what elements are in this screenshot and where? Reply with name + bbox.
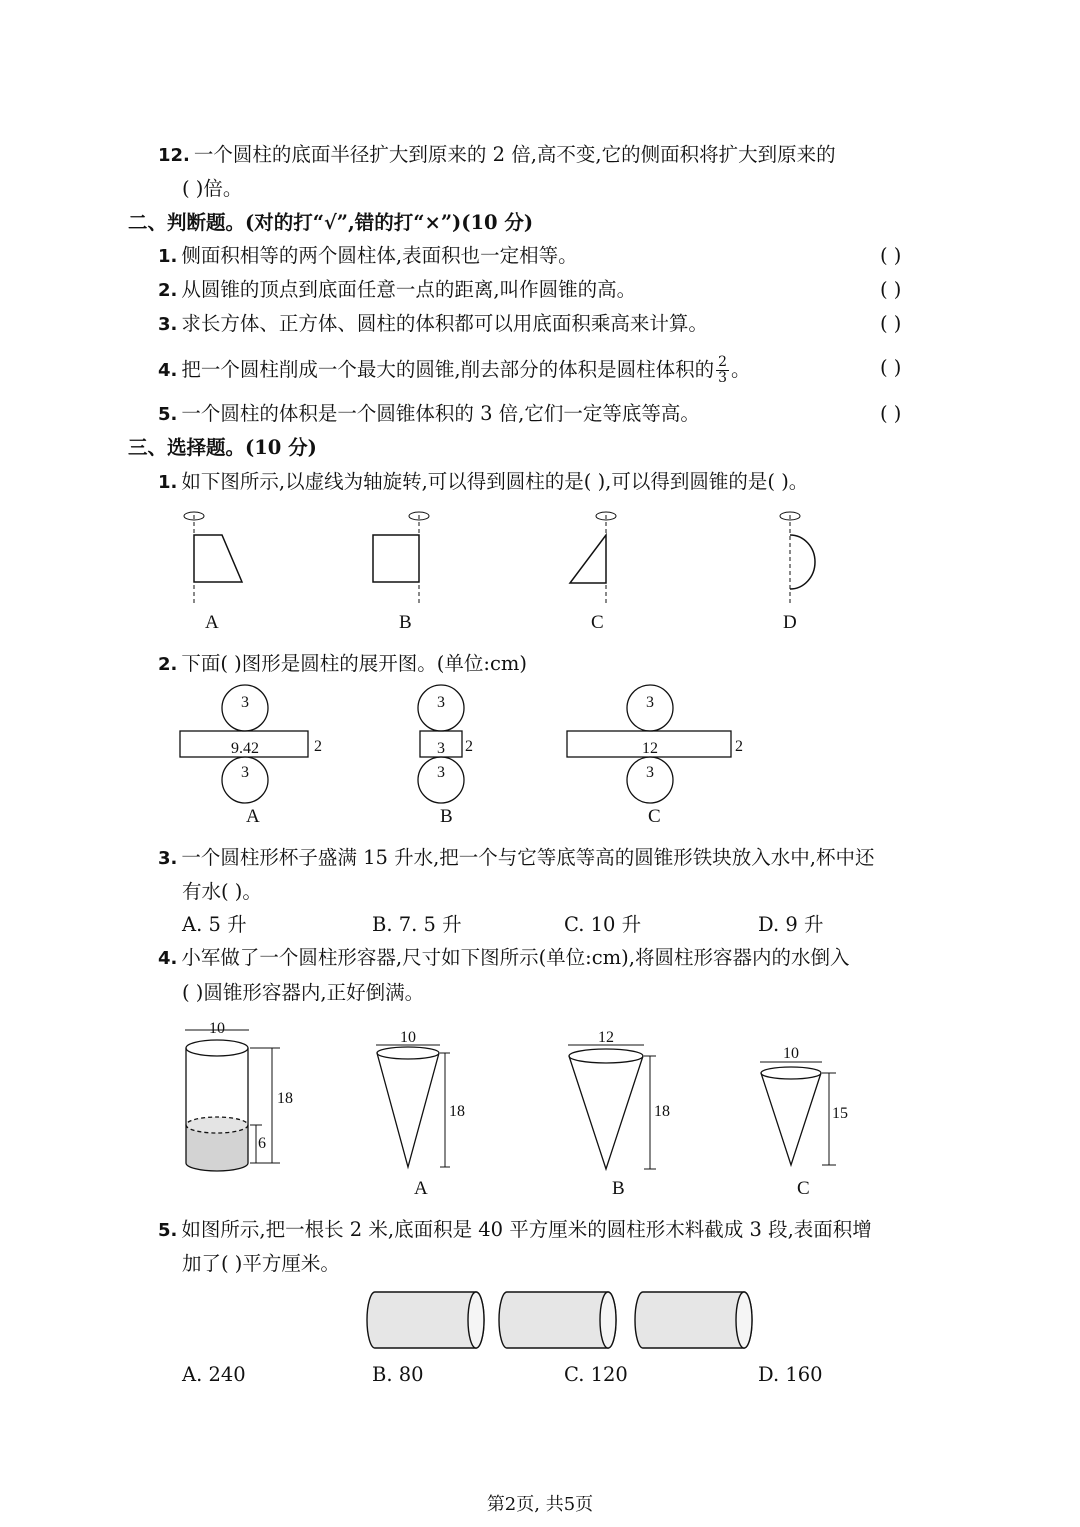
cone-b-height: 18 xyxy=(654,1103,670,1120)
cone-a xyxy=(376,1045,450,1167)
cone-b xyxy=(568,1045,656,1169)
judge-item-3: 3. 求长方体、正方体、圆柱的体积都可以用底面积乘高来计算。 xyxy=(158,312,708,335)
q5-option-a[interactable]: A. 240 xyxy=(182,1363,246,1386)
net-b-circle-top: 3 xyxy=(437,694,445,711)
choice-q4-line1: 4. 小军做了一个圆柱形容器,尺寸如下图所示(单位:cm),将圆柱形容器内的水倒入 xyxy=(158,946,850,969)
cut-log-figure xyxy=(0,1290,1080,1360)
q3-option-b[interactable]: B. 7. 5 升 xyxy=(372,913,462,936)
choice-q1[interactable]: 1. 如下图所示,以虚线为轴旋转,可以得到圆柱的是( ),可以得到圆锥的是( )。 xyxy=(158,470,809,493)
choice-q3-line2[interactable]: 有水( )。 xyxy=(182,880,262,903)
q12-line1: 12. 一个圆柱的底面半径扩大到原来的 2 倍,高不变,它的侧面积将扩大到原来的 xyxy=(158,143,836,166)
net-a-circle-bottom: 3 xyxy=(241,764,249,781)
cylinder-diameter: 10 xyxy=(209,1020,225,1037)
judge-item-2: 2. 从圆锥的顶点到底面任意一点的距离,叫作圆锥的高。 xyxy=(158,278,637,301)
fraction-two-thirds: $\frac{2}{3}$ xyxy=(718,354,727,386)
cone-label-a[interactable]: A xyxy=(414,1178,428,1199)
cylinder-water-height: 6 xyxy=(258,1135,266,1152)
net-c-circle-top: 3 xyxy=(646,694,654,711)
judge-answer-4[interactable]: ( ) xyxy=(880,356,902,379)
net-b-rect: 3 xyxy=(437,740,445,757)
section2-title: 二、判断题。(对的打“√”,错的打“×”)(10 分) xyxy=(128,211,534,234)
net-label-b[interactable]: B xyxy=(440,806,453,827)
page-footer: 第2页, 共5页 xyxy=(486,1494,594,1515)
net-label-c[interactable]: C xyxy=(648,806,661,827)
cone-b-diameter: 12 xyxy=(598,1029,614,1046)
net-c-circle-bottom: 3 xyxy=(646,764,654,781)
cone-c xyxy=(760,1062,836,1165)
net-a-rect: 9.42 xyxy=(231,740,259,757)
judge-item-4: 4. 把一个圆柱削成一个最大的圆锥,削去部分的体积是圆柱体积的 $\frac{2}{3}$ 。 xyxy=(158,354,751,386)
fig-label-b[interactable]: B xyxy=(399,612,412,633)
q5-option-b[interactable]: B. 80 xyxy=(372,1363,424,1386)
container-figures xyxy=(0,1015,1080,1195)
fig-label-d[interactable]: D xyxy=(783,612,797,633)
judge-answer-3[interactable]: ( ) xyxy=(880,312,902,335)
judge-answer-5[interactable]: ( ) xyxy=(880,402,902,425)
judge-item-1: 1. 侧面积相等的两个圆柱体,表面积也一定相等。 xyxy=(158,244,578,267)
cone-label-b[interactable]: B xyxy=(612,1178,625,1199)
q12-line2[interactable]: ( )倍。 xyxy=(182,177,243,200)
cylinder-height: 18 xyxy=(277,1090,293,1107)
net-c-height: 2 xyxy=(735,738,743,755)
q5-option-d[interactable]: D. 160 xyxy=(758,1363,823,1386)
net-b-circle-bottom: 3 xyxy=(437,764,445,781)
cone-a-height: 18 xyxy=(449,1103,465,1120)
judge-answer-2[interactable]: ( ) xyxy=(880,278,902,301)
cone-c-diameter: 10 xyxy=(783,1045,799,1062)
choice-q2[interactable]: 2. 下面( )图形是圆柱的展开图。(单位:cm) xyxy=(158,652,527,675)
cone-label-c[interactable]: C xyxy=(797,1178,810,1199)
net-a-height: 2 xyxy=(314,738,322,755)
q3-option-d[interactable]: D. 9 升 xyxy=(758,913,824,936)
fig-label-c[interactable]: C xyxy=(591,612,604,633)
judge-answer-1[interactable]: ( ) xyxy=(880,244,902,267)
section3-title: 三、选择题。(10 分) xyxy=(128,436,317,459)
q3-option-c[interactable]: C. 10 升 xyxy=(564,913,642,936)
cone-c-height: 15 xyxy=(832,1105,848,1122)
choice-q5-line1: 5. 如图所示,把一根长 2 米,底面积是 40 平方厘米的圆柱形木料截成 3 段,表面积增 xyxy=(158,1218,872,1241)
choice-q4-line2[interactable]: ( )圆锥形容器内,正好倒满。 xyxy=(182,981,425,1004)
choice-q3-line1: 3. 一个圆柱形杯子盛满 15 升水,把一个与它等底等高的圆锥形铁块放入水中,杯中还 xyxy=(158,846,875,869)
q5-option-c[interactable]: C. 120 xyxy=(564,1363,628,1386)
choice-q5-line2[interactable]: 加了( )平方厘米。 xyxy=(182,1252,340,1275)
cone-a-diameter: 10 xyxy=(400,1029,416,1046)
net-c-rect: 12 xyxy=(642,740,658,757)
fig-label-a[interactable]: A xyxy=(205,612,219,633)
net-b-height: 2 xyxy=(465,738,473,755)
judge-item-5: 5. 一个圆柱的体积是一个圆锥体积的 3 倍,它们一定等底等高。 xyxy=(158,402,700,425)
rotation-figures xyxy=(0,505,1080,635)
q3-option-a[interactable]: A. 5 升 xyxy=(182,913,247,936)
net-figures xyxy=(0,683,1080,833)
net-a-circle-top: 3 xyxy=(241,694,249,711)
net-label-a[interactable]: A xyxy=(246,806,260,827)
